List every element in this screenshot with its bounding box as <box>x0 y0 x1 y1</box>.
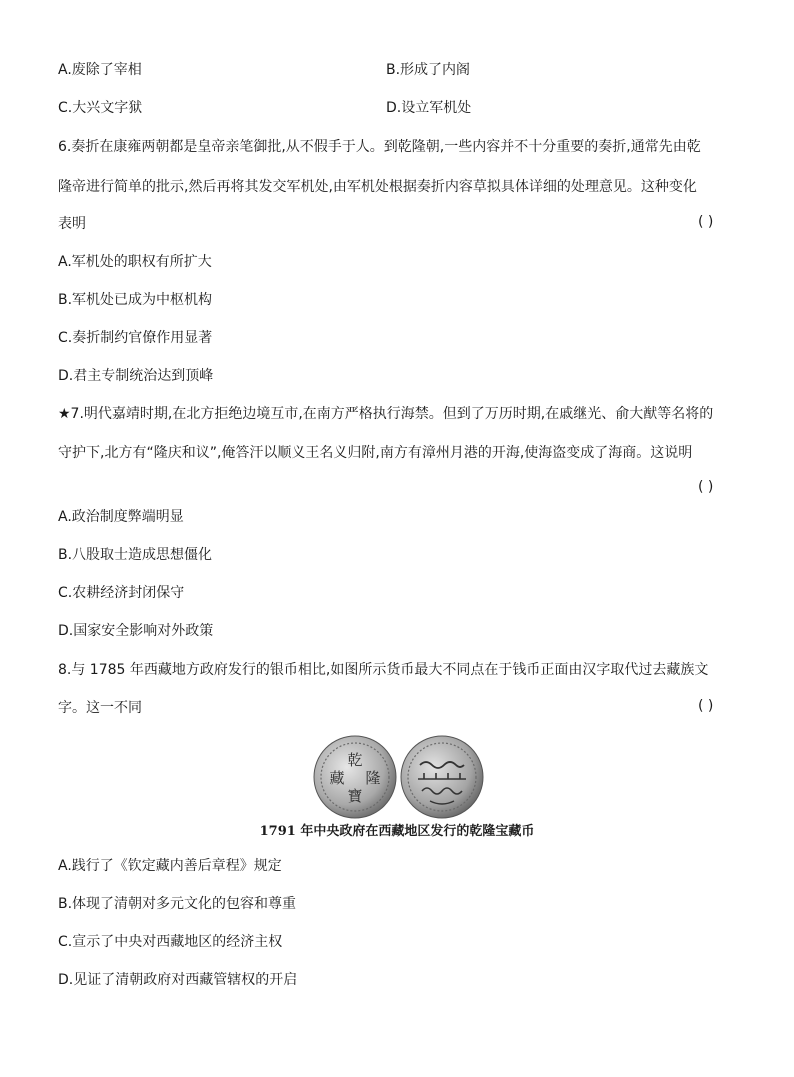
coin-char-right: 隆 <box>365 769 381 787</box>
q6-stem-line2: 隆帝进行简单的批示,然后再将其发交军机处,由军机处根据奏折内容草拟具体详细的处理意见。这种变化 <box>58 179 697 195</box>
q7-stem-line2: 守护下,北方有“隆庆和议”,俺答汗以顺义王名义归附,南方有漳州月港的开海,使海盗变成了海商。这说明 <box>58 445 693 461</box>
coin-char-bottom: 寶 <box>347 787 363 805</box>
q6-option-b: B.军机处已成为中枢机构 <box>58 292 213 308</box>
figure-caption: 1791 年中央政府在西藏地区发行的乾隆宝藏币 <box>259 824 535 839</box>
q7-answer-paren: ( ) <box>698 479 714 495</box>
q7-stem-line1: ★7.明代嘉靖时期,在北方拒绝边境互市,在南方严格执行海禁。但到了万历时期,在戚继光、俞大猷等名将的 <box>58 406 714 422</box>
q8-option-b: B.体现了清朝对多元文化的包容和尊重 <box>58 896 297 912</box>
q6-stem-line3: 表明 <box>58 216 86 232</box>
q8-answer-paren: ( ) <box>698 698 714 714</box>
q7-option-b: B.八股取士造成思想僵化 <box>58 547 213 563</box>
q7-option-d: D.国家安全影响对外政策 <box>58 623 214 639</box>
q6-option-c: C.奏折制约官僚作用显著 <box>58 330 213 346</box>
q5-option-d: D.设立军机处 <box>386 100 472 116</box>
q6-option-d: D.君主专制统治达到顶峰 <box>58 368 214 384</box>
q5-option-a: A.废除了宰相 <box>58 62 142 78</box>
q5-option-b: B.形成了内阁 <box>386 62 471 78</box>
q8-option-a: A.践行了《钦定藏内善后章程》规定 <box>58 858 282 874</box>
q6-answer-paren: ( ) <box>698 214 714 230</box>
coin-front-image <box>313 735 397 819</box>
q5-option-c: C.大兴文字狱 <box>58 100 143 116</box>
q8-stem-line2: 字。这一不同 <box>58 700 142 716</box>
q7-option-c: C.农耕经济封闭保守 <box>58 585 185 601</box>
coin-char-left: 藏 <box>329 769 345 787</box>
coin-back-image <box>400 735 484 819</box>
q6-option-a: A.军机处的职权有所扩大 <box>58 254 212 270</box>
q8-option-c: C.宣示了中央对西藏地区的经济主权 <box>58 934 283 950</box>
q6-stem-line1: 6.奏折在康雍两朝都是皇帝亲笔御批,从不假手于人。到乾隆朝,一些内容并不十分重要的奏折,通常先由乾 <box>58 139 701 155</box>
q7-option-a: A.政治制度弊端明显 <box>58 509 184 525</box>
q8-option-d: D.见证了清朝政府对西藏管辖权的开启 <box>58 972 298 988</box>
q8-stem-line1: 8.与 1785 年西藏地方政府发行的银币相比,如图所示货币最大不同点在于钱币正面由汉字取代过去藏族文 <box>58 662 709 678</box>
coin-char-top: 乾 <box>347 751 363 769</box>
